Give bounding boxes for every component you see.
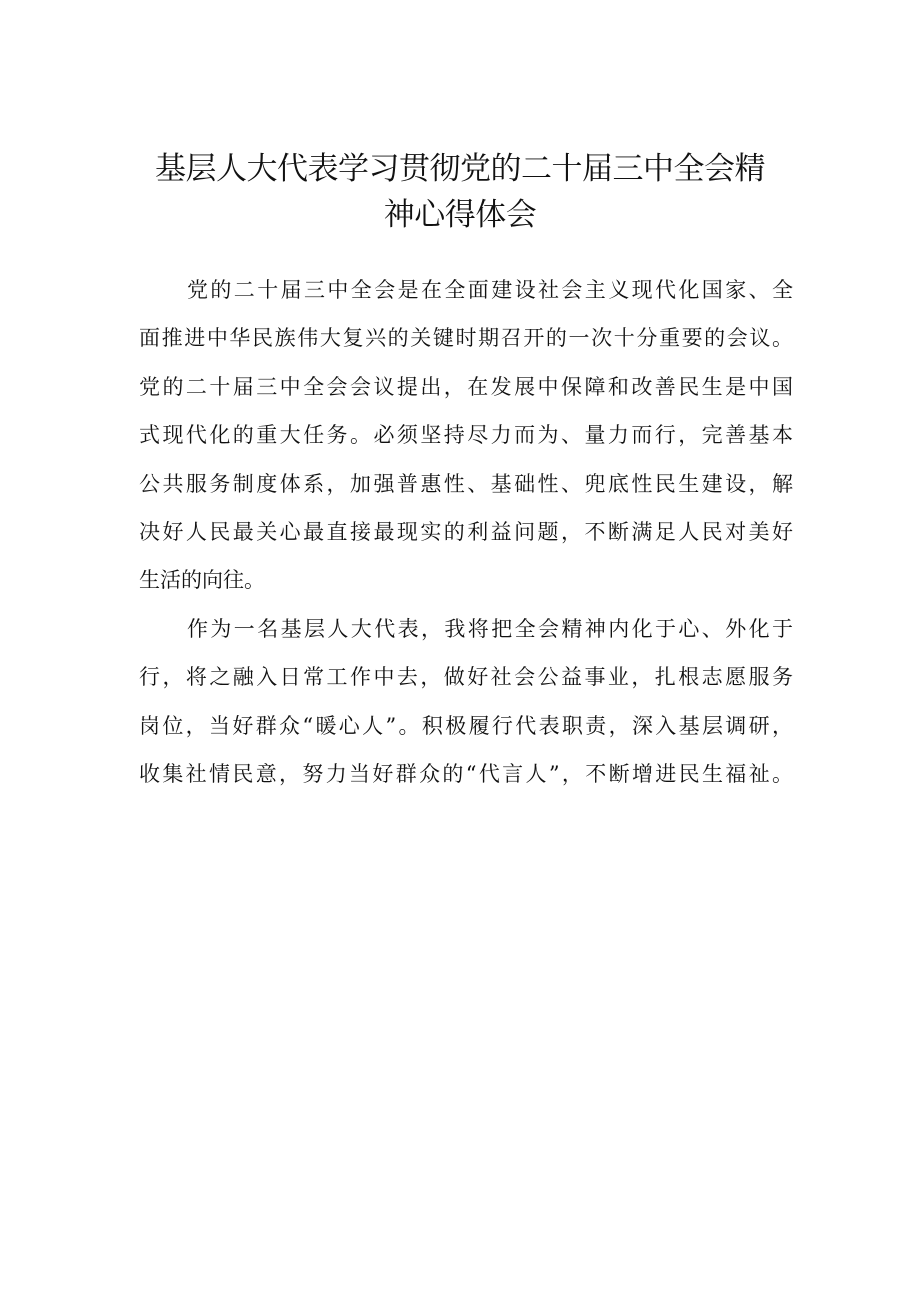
paragraph-1 [139, 266, 793, 605]
text-line: 决好人民最关心最直接最现实的利益问题，不断满足人民对美好 [139, 519, 793, 544]
title-line: 基层人大代表学习贯彻党的二十届三中全会精 [155, 151, 765, 187]
text-line: 生活的向往。 [139, 568, 265, 593]
text-line: 作为一名基层人大代表，我将把全会精神内化于心、外化于 [187, 616, 793, 641]
text-line: 党的二十届三中全会是在全面建设社会主义现代化国家、全 [187, 278, 793, 302]
text-line: 公共服务制度体系，加强普惠性、基础性、兜底性民生建设，解 [139, 471, 793, 496]
text-line: 岗位，当好群众“暖心人”。积极履行代表职责，深入基层调研， [139, 713, 793, 738]
text-line: 收集社情民意，努力当好群众的“代言人”，不断增进民生福祉。 [139, 761, 793, 786]
text-line: 党的二十届三中全会会议提出，在发展中保障和改善民生是中国 [139, 374, 793, 399]
document-body [139, 266, 793, 798]
document-title [120, 146, 800, 238]
title-line: 神心得体会 [383, 197, 537, 233]
text-line: 行，将之融入日常工作中去，做好社会公益事业，扎根志愿服务 [139, 665, 793, 690]
text-line: 面推进中华民族伟大复兴的关键时期召开的一次十分重要的会议。 [139, 326, 793, 351]
paragraph-2 [139, 605, 793, 799]
text-line: 式现代化的重大任务。必须坚持尽力而为、量力而行，完善基本 [139, 423, 793, 448]
